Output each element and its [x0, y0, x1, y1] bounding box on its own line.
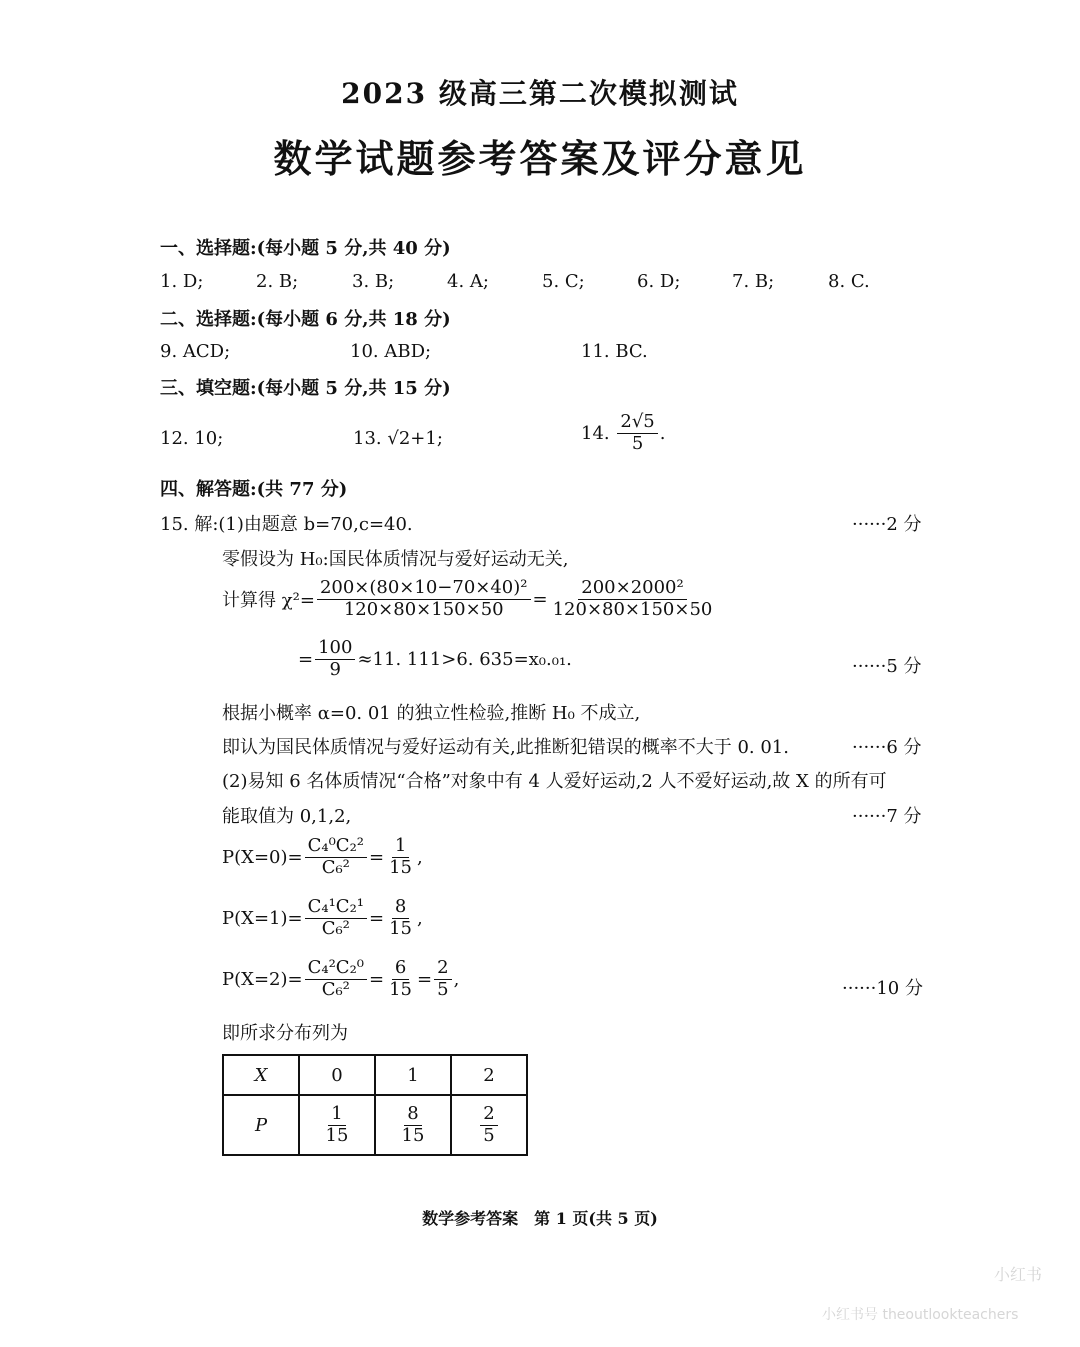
document-title: 数学试题参考答案及评分意见: [273, 136, 807, 181]
answer-14-fraction: [617, 412, 657, 454]
fraction-1-numerator: 200×(80×10−70×40)²: [317, 578, 531, 600]
part2-line-1: (2)易知 6 名体质情况“合格”对象中有 4 人爱好运动,2 人不爱好运动,故 X 的所有可: [222, 771, 887, 792]
part2-line-2: 能取值为 0,1,2,: [222, 806, 352, 827]
table-fraction-num: 2: [480, 1104, 497, 1126]
prob-x1-comb-num: C₄¹C₂¹: [305, 897, 367, 919]
table-fraction-den: 15: [325, 1124, 349, 1146]
prob-x1-label: P(X=1)=: [222, 907, 303, 929]
prob-x1-combination: [305, 897, 367, 939]
answer-11: 11. BC.: [581, 341, 648, 362]
answer-13: [353, 428, 443, 449]
section-1-heading: 一、选择题:(每小题 5 分,共 40 分): [160, 238, 451, 259]
table-fraction-den: 15: [401, 1124, 425, 1146]
prob-x0-value-den: 15: [389, 856, 413, 878]
prob-x2-label: P(X=2)=: [222, 968, 303, 990]
result-numerator: 100: [315, 638, 355, 660]
score-marker-5: ······5 分: [852, 656, 922, 677]
section-4-heading: 四、解答题:(共 77 分): [160, 479, 348, 500]
table-row: [223, 1095, 527, 1155]
answer-8: 8. C.: [828, 271, 870, 292]
answer-5: 5. C;: [542, 271, 585, 292]
prob-x2-comb-den: C₆²: [321, 978, 350, 1000]
prob-x0-label: P(X=0)=: [222, 846, 303, 868]
result-fraction: [315, 638, 355, 680]
fraction-1-denominator: 120×80×150×50: [343, 598, 504, 620]
watermark-handle: 小红书号 theoutlookteachers: [822, 1307, 1019, 1323]
prob-x2-middle-num: 6: [392, 958, 409, 980]
table-row: [223, 1055, 527, 1095]
prob-x0-value: [386, 836, 415, 878]
conclusion-line-1: 根据小概率 α=0. 01 的独立性检验,推断 H₀ 不成立,: [222, 703, 641, 724]
prob-x2-value-num: 2: [434, 958, 451, 980]
answer-13-label: 13.: [353, 428, 382, 449]
table-fraction-den: 5: [483, 1124, 495, 1146]
chi-square-calc: 计算得 χ²= $\frac{\text{200×(80×10−70×40)²}}{120\times 80\times 150\times 50}$ = $\frac{\text{200×2000²}}{120\times 80\times 150\times 50}$: [222, 578, 717, 620]
prob-x1-value: [386, 897, 415, 939]
table-fraction-num: 1: [328, 1104, 345, 1126]
answer-14-denominator: 5: [631, 432, 644, 454]
prob-x1-value-num: 8: [392, 897, 409, 919]
table-cell: 0: [299, 1055, 375, 1095]
exam-title: 2023 级高三第二次模拟测试: [341, 77, 739, 110]
distribution-table: [222, 1054, 528, 1156]
score-marker-2: ······2 分: [852, 514, 922, 535]
prob-x1: P(X=1)= $\frac{\text{C₄¹C₂¹}}{\text{C₆²}}$ = $\frac{8}{15}$ ,: [222, 896, 423, 939]
prob-x2-value: [434, 958, 451, 1000]
answer-10: 10. ABD;: [350, 341, 432, 362]
prob-x2-comb-num: C₄²C₂⁰: [305, 958, 367, 980]
table-header-x: X: [223, 1055, 299, 1095]
table-fraction: [399, 1104, 428, 1146]
answer-12: 12. 10;: [160, 428, 224, 449]
answer-1: 1. D;: [160, 271, 204, 292]
answer-2: 2. B;: [256, 271, 299, 292]
chi-square-fraction-1: [317, 578, 531, 620]
score-marker-7: ······7 分: [852, 806, 922, 827]
answer-4: 4. A;: [447, 271, 489, 292]
prob-x0-combination: [305, 836, 367, 878]
prob-x2-middle-den: 15: [389, 978, 413, 1000]
answer-13-value: √2+1;: [387, 428, 443, 449]
answer-9: 9. ACD;: [160, 341, 231, 362]
table-cell: [299, 1095, 375, 1155]
prob-x1-comb-den: C₆²: [321, 917, 350, 939]
prob-x0-comb-den: C₆²: [321, 856, 350, 878]
section-2-heading: 二、选择题:(每小题 6 分,共 18 分): [160, 309, 451, 330]
fraction-2-denominator: 120×80×150×50: [552, 598, 713, 620]
result-comparison: ≈11. 111>6. 635=x₀.₀₁.: [357, 648, 572, 670]
score-marker-6: ······6 分: [852, 737, 922, 758]
prob-x2-middle: [386, 958, 415, 1000]
score-marker-10: ······10 分: [842, 978, 923, 999]
prob-x2: P(X=2)= $\frac{\text{C₄²C₂⁰}}{\text{C₆²}}$ = $\frac{6}{15}$ = $\frac{2}{5}$ ,: [222, 957, 460, 1000]
table-fraction: [323, 1104, 352, 1146]
prob-x2-value-den: 5: [437, 978, 449, 1000]
prob-x1-value-den: 15: [389, 917, 413, 939]
distribution-intro: 即所求分布列为: [222, 1023, 348, 1044]
table-fraction: [480, 1104, 497, 1146]
table-fraction-num: 8: [404, 1104, 421, 1126]
prob-x2-combination: [305, 958, 367, 1000]
q15-part1-line: 15. 解:(1)由题意 b=70,c=40.: [160, 514, 413, 535]
table-cell: [451, 1095, 527, 1155]
answer-14-numerator: 2√5: [617, 412, 657, 434]
chi-square-label: 计算得 χ²=: [222, 590, 315, 612]
answer-14-label: 14.: [581, 422, 610, 444]
table-header-p: P: [223, 1095, 299, 1155]
conclusion-line-2: 即认为国民体质情况与爱好运动有关,此推断犯错误的概率不大于 0. 01.: [222, 737, 789, 758]
watermark-logo: 小红书: [994, 1265, 1043, 1284]
result-denominator: 9: [329, 658, 341, 680]
section-3-heading: 三、填空题:(每小题 5 分,共 15 分): [160, 378, 451, 399]
prob-x0-comb-num: C₄⁰C₂²: [305, 836, 367, 858]
answer-3: 3. B;: [352, 271, 395, 292]
chi-square-fraction-2: [550, 578, 716, 620]
table-cell: 2: [451, 1055, 527, 1095]
answer-7: 7. B;: [732, 271, 775, 292]
prob-x0: P(X=0)= $\frac{\text{C₄⁰C₂²}}{\text{C₆²}}$ = $\frac{1}{15}$ ,: [222, 835, 423, 878]
fraction-2-numerator: 200×2000²: [578, 578, 686, 600]
table-cell: [375, 1095, 451, 1155]
answer-14: 14. $\frac{2√5}{5}$ .: [581, 411, 666, 454]
chi-square-result: = $\frac{100}{9}$ ≈11. 111>6. 635=x₀.₀₁.: [298, 637, 572, 680]
page-footer: 数学参考答案 第 1 页(共 5 页): [422, 1209, 658, 1228]
answer-6: 6. D;: [637, 271, 681, 292]
prob-x0-value-num: 1: [392, 836, 409, 858]
null-hypothesis: 零假设为 H₀:国民体质情况与爱好运动无关,: [222, 549, 569, 570]
table-cell: 1: [375, 1055, 451, 1095]
